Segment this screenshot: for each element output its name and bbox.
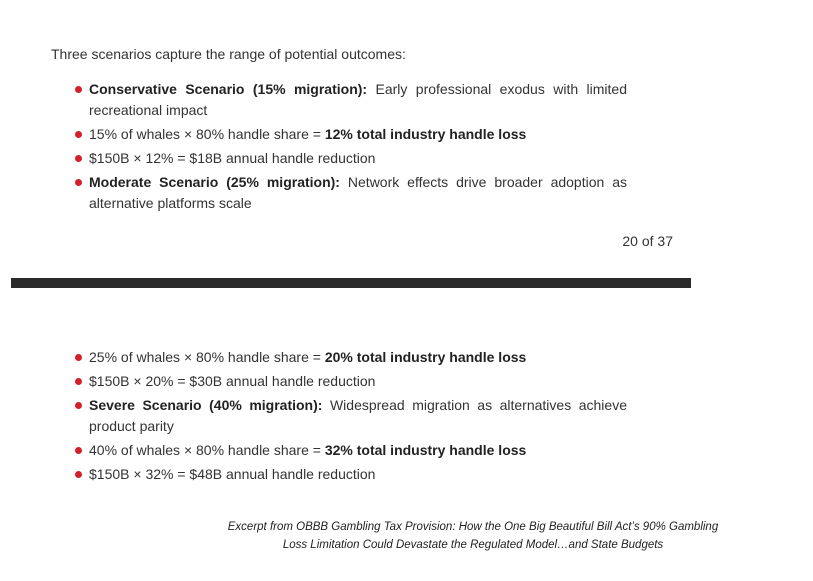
footer-excerpt [180,518,766,554]
list-item [75,371,627,392]
footer-line-2: Loss Limitation Could Devastate the Regulated Model…and State Budgets [282,539,664,551]
list-item-text: Network effects drive broader adoption as alternative platforms scale [89,174,628,211]
list-item-text: $150B × 32% = $48B annual handle reduction [89,466,376,482]
page-number: 20 of 37 [622,233,673,249]
list-item-bold: Severe Scenario (40% migration): [89,397,323,413]
list-item-text: $150B × 20% = $30B annual handle reduction [89,373,376,389]
list-item-text: Widespread migration as alternatives achieve product parity [89,397,627,434]
bullet-dot-icon [75,402,82,409]
list-item [75,172,627,214]
list-item [75,148,627,169]
footer-line-1: Excerpt from OBBB Gambling Tax Provision: How the One Big Beautiful Bill Act’s 90% Gambling [227,521,719,533]
bullet-dot-icon [75,354,82,361]
bullet-dot-icon [75,131,82,138]
bullet-dot-icon [75,179,82,186]
bullet-list-bottom [75,347,627,488]
list-item [75,395,627,437]
list-item-text: 40% of whales × 80% handle share = [89,442,325,458]
list-item [75,347,627,368]
list-item [75,464,627,485]
list-item-text: $150B × 12% = $18B annual handle reduction [89,150,376,166]
bullet-dot-icon [75,86,82,93]
bullet-dot-icon [75,447,82,454]
list-item [75,440,627,461]
page-divider [11,278,691,288]
list-item-bold-after: 12% total industry handle loss [324,126,527,142]
list-item-bold: Moderate Scenario (25% migration): [89,174,340,190]
list-item [75,124,627,145]
list-item-bold-after: 32% total industry handle loss [324,442,527,458]
intro-text: Three scenarios capture the range of potential outcomes: [51,46,406,62]
bullet-list-top [75,79,627,217]
bullet-dot-icon [75,471,82,478]
list-item-text: Early professional exodus with limited recreational impact [89,81,627,118]
bullet-dot-icon [75,155,82,162]
list-item-text: 25% of whales × 80% handle share = [89,349,325,365]
list-item [75,79,627,121]
list-item-bold: Conservative Scenario (15% migration): [89,81,368,97]
list-item-text: 15% of whales × 80% handle share = [89,126,325,142]
bullet-dot-icon [75,378,82,385]
list-item-bold-after: 20% total industry handle loss [324,349,527,365]
